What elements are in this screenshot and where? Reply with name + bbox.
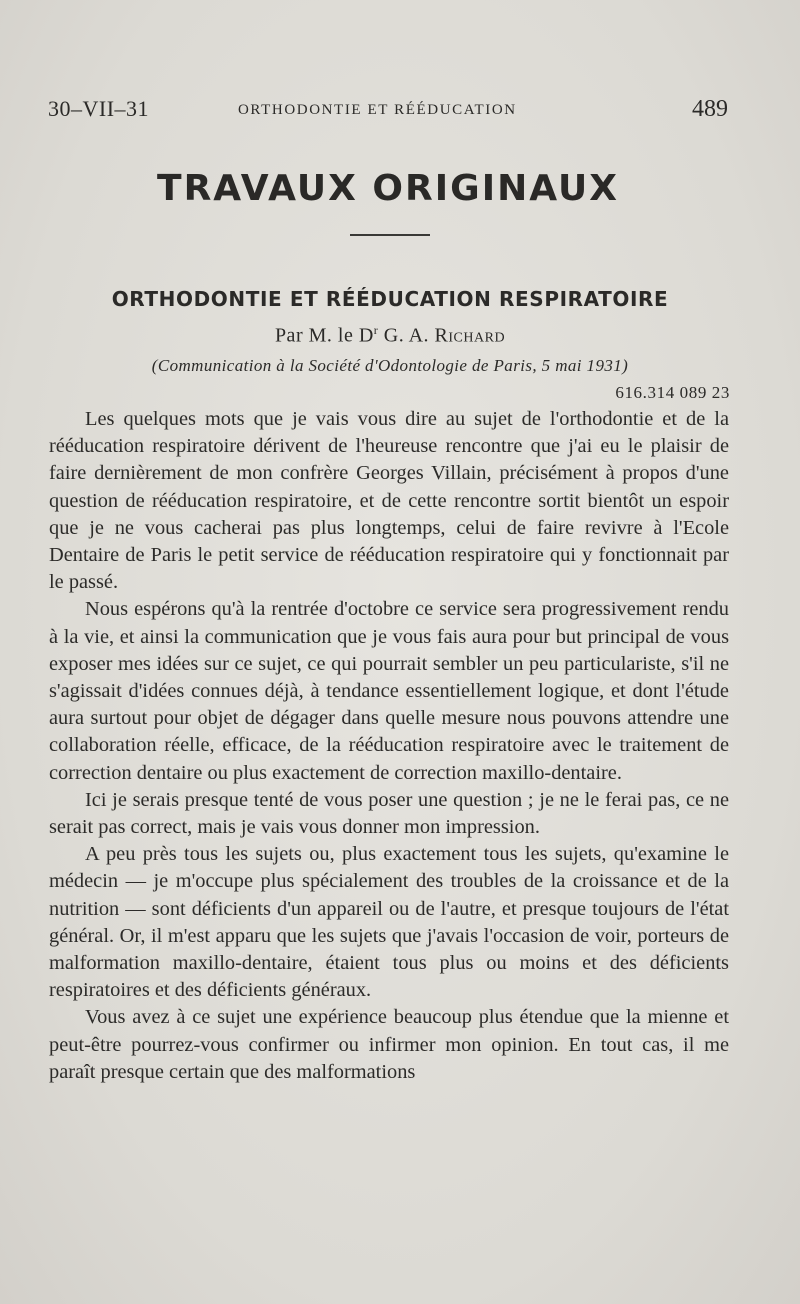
paragraph: Les quelques mots que je vais vous dire au sujet de l'orthodontie et de la rééducation respiratoire dérivent de l'heureuse rencontre que j'ai eu le plaisir de faire dernièrement de mon confrère Georges Villain, précisément à propos d'une question de rééducation respiratoire, et de cette rencontre sortit bientôt un espoir que je ne vous cacherai pas plus longtemps, celui de faire revivre à l'Ecole Dentaire de Paris le petit service de rééducation respiratoire qui y fonctionnait par le passé. [49, 408, 729, 594]
classification-number: 616.314 089 23 [615, 383, 730, 402]
byline-superscript: r [373, 323, 379, 337]
page-number: 489 [692, 96, 728, 122]
section-title: TRAVAUX ORIGINAUX [157, 168, 619, 209]
author-name: G. A. Richard [383, 324, 506, 347]
paragraph: Ici je serais presque tenté de vous poser une question ; je ne le ferai pas, ce ne serait pas correct, mais je vais vous donner mon impression. [49, 788, 729, 839]
running-header [48, 96, 732, 128]
byline-prefix: Par M. le D [274, 324, 374, 347]
paragraph: Vous avez à ce sujet une expérience beaucoup plus étendue que la mienne et peut-être pourrez-vous confirmer ou infirmer mon opinion. En tout cas, il me paraît presque certain que des malformations [49, 1006, 729, 1083]
header-date: 30–VII–31 [48, 96, 150, 121]
title-divider [350, 234, 430, 236]
article-body [49, 406, 729, 1086]
header-journal-title: ORTHODONTIE ET RÉÉDUCATION [238, 102, 517, 118]
article-title: ORTHODONTIE ET RÉÉDUCATION RESPIRATOIRE [111, 287, 669, 311]
communication-note: (Communication à la Société d'Odontologie de Paris, 5 mai 1931) [151, 356, 629, 375]
paragraph: Nous espérons qu'à la rentrée d'octobre ce service sera progressivement rendu à la vie, et ainsi la communication que je vous fais aura pour but principal de vous exposer mes idées sur ce sujet, ce qui pourrait sembler un peu particulariste, s'il ne s'agissait d'idées connues déjà, à tendance essentiellement logique, et dont l'étude aura surtout pour objet de dégager dans quelle mesure nous pouvons attendre une collaboration réelle, efficace, de la rééducation respiratoire avec le traitement de correction dentaire ou plus exactement de correction maxillo-dentaire. [49, 598, 729, 784]
paragraph: A peu près tous les sujets ou, plus exactement tous les sujets, qu'examine le médecin — je m'occupe plus spécialement des troubles de la croissance et de la nutrition — sont déficients d'un appareil ou de l'autre, et presque toujours de l'état général. Or, il m'est apparu que les sujets que j'avais l'occasion de voir, porteurs de malformation maxillo-dentaire, étaient tous plus ou moins et des déficients respiratoires et des déficients généraux. [49, 843, 729, 1002]
byline [0, 323, 780, 348]
